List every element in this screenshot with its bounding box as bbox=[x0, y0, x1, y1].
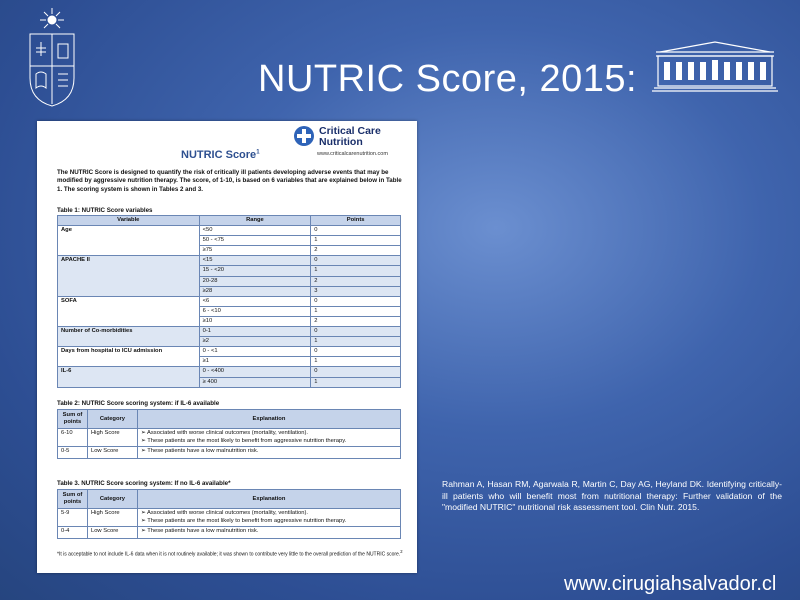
nutric-score-document bbox=[37, 121, 417, 573]
points-cell: 0 bbox=[311, 256, 401, 266]
ccn-url: www.criticalcarenutrition.com bbox=[317, 151, 388, 157]
arrow-bullet-icon: ➢ bbox=[140, 528, 148, 535]
explanation-cell bbox=[137, 509, 400, 527]
points-cell: 1 bbox=[311, 377, 401, 387]
arrow-bullet-icon: ➢ bbox=[140, 430, 148, 436]
explanation-cell bbox=[137, 447, 400, 459]
table-row bbox=[58, 347, 401, 357]
table-row bbox=[58, 327, 401, 337]
arrow-bullet-icon: ➢ bbox=[140, 448, 148, 455]
points-cell: 2 bbox=[311, 246, 401, 256]
range-cell: <6 bbox=[199, 296, 311, 306]
points-cell: 1 bbox=[311, 357, 401, 367]
critical-care-nutrition-logo bbox=[293, 125, 411, 165]
points-cell: 1 bbox=[311, 306, 401, 316]
ccn-mark-icon bbox=[293, 125, 315, 147]
scoring-table-without-il6 bbox=[57, 489, 401, 539]
column-header: Explanation bbox=[137, 490, 400, 509]
table-row bbox=[58, 296, 401, 306]
points-cell: 0 bbox=[311, 367, 401, 377]
scoring-table-with-il6 bbox=[57, 409, 401, 459]
range-cell: 15 - <20 bbox=[199, 266, 311, 276]
points-cell: 0 bbox=[311, 226, 401, 236]
points-cell: 0 bbox=[311, 327, 401, 337]
range-cell: ≥1 bbox=[199, 357, 311, 367]
category-cell: High Score bbox=[87, 429, 137, 447]
range-cell: ≥2 bbox=[199, 337, 311, 347]
column-header: Category bbox=[87, 490, 137, 509]
explanation-bullet bbox=[141, 518, 397, 526]
table1-caption: Table 1: NUTRIC Score variables bbox=[57, 207, 153, 214]
arrow-bullet-icon: ➢ bbox=[140, 517, 148, 524]
column-header: Range bbox=[199, 216, 311, 226]
variable-cell: Number of Co-morbidities bbox=[58, 327, 200, 347]
explanation-text: These patients have a low malnutrition risk. bbox=[147, 448, 259, 455]
points-cell: 2 bbox=[311, 316, 401, 326]
explanation-bullet bbox=[141, 528, 397, 536]
range-cell: 0 - <1 bbox=[199, 347, 311, 357]
points-cell: 2 bbox=[311, 276, 401, 286]
points-cell: 0 bbox=[311, 296, 401, 306]
explanation-text: These patients are the most likely to benefit from aggressive nutrition therapy. bbox=[147, 437, 347, 444]
explanation-text: Associated with worse clinical outcomes (mortality, ventilation). bbox=[147, 430, 309, 436]
university-crest-logo bbox=[24, 8, 80, 108]
sum-cell: 6-10 bbox=[58, 429, 88, 447]
arrow-bullet-icon: ➢ bbox=[140, 510, 148, 516]
column-header: Explanation bbox=[137, 410, 400, 429]
explanation-bullet bbox=[141, 430, 397, 438]
range-cell: ≥10 bbox=[199, 316, 311, 326]
range-cell: ≥75 bbox=[199, 246, 311, 256]
explanation-text: These patients are the most likely to benefit from aggressive nutrition therapy. bbox=[147, 517, 347, 524]
points-cell: 1 bbox=[311, 236, 401, 246]
slide-title: NUTRIC Score, 2015: bbox=[258, 58, 638, 100]
range-cell: 0-1 bbox=[199, 327, 311, 337]
category-cell: High Score bbox=[87, 509, 137, 527]
range-cell: 6 - <10 bbox=[199, 306, 311, 316]
range-cell: <50 bbox=[199, 226, 311, 236]
range-cell: 50 - <75 bbox=[199, 236, 311, 246]
variable-cell: IL-6 bbox=[58, 367, 200, 387]
column-header: Variable bbox=[58, 216, 200, 226]
table3-caption: Table 3. NUTRIC Score scoring system: If no IL-6 available* bbox=[57, 480, 231, 487]
table-row bbox=[58, 447, 401, 459]
variable-cell: Days from hospital to ICU admission bbox=[58, 347, 200, 367]
explanation-bullet bbox=[141, 448, 397, 456]
explanation-text: These patients have a low malnutrition risk. bbox=[147, 528, 259, 535]
nutric-variables-table bbox=[57, 215, 401, 388]
table-row bbox=[58, 509, 401, 527]
range-cell: ≥ 400 bbox=[199, 377, 311, 387]
table-row bbox=[58, 429, 401, 447]
explanation-cell bbox=[137, 527, 400, 539]
explanation-cell bbox=[137, 429, 400, 447]
points-cell: 0 bbox=[311, 347, 401, 357]
sum-cell: 0-5 bbox=[58, 447, 88, 459]
points-cell: 1 bbox=[311, 266, 401, 276]
intro-paragraph: The NUTRIC Score is designed to quantify the risk of critically ill patients developing adverse events that may be modified by aggressive nutrition therapy. The score, of 1-10, is based on 6 variables that are explained below in Table 1. The scoring system is shown in Tables 2 and 3. bbox=[57, 169, 402, 193]
category-cell: Low Score bbox=[87, 447, 137, 459]
range-cell: <15 bbox=[199, 256, 311, 266]
reference-citation: Rahman A, Hasan RM, Agarwala R, Martin C, Day AG, Heyland DK. Identifying critically-ill patients who will benefit most from nutritional therapy: Further validation of the "modified NUTRIC" nutritional risk assessment tool. Clin Nutr. 2015. bbox=[442, 479, 782, 513]
sum-cell: 5-9 bbox=[58, 509, 88, 527]
arrow-bullet-icon: ➢ bbox=[140, 437, 148, 444]
column-header: Category bbox=[87, 410, 137, 429]
footnote: *It is acceptable to not include IL-6 data when it is not routinely available; it was shown to contribute very little to the overall prediction of the NUTRIC score.$^2$ bbox=[57, 549, 403, 558]
variable-cell: APACHE II bbox=[58, 256, 200, 296]
column-header: Points bbox=[311, 216, 401, 226]
website-url: www.cirugiahsalvador.cl bbox=[564, 573, 777, 595]
document-heading: NUTRIC Score$^1$ bbox=[181, 149, 260, 161]
explanation-bullet bbox=[141, 510, 397, 518]
explanation-bullet bbox=[141, 438, 397, 446]
range-cell: 20-28 bbox=[199, 276, 311, 286]
table2-caption: Table 2: NUTRIC Score scoring system: if IL-6 available bbox=[57, 400, 220, 407]
range-cell: ≥28 bbox=[199, 286, 311, 296]
column-header: Sum of points bbox=[58, 490, 88, 509]
column-header: Sum of points bbox=[58, 410, 88, 429]
variable-cell: SOFA bbox=[58, 296, 200, 326]
variable-cell: Age bbox=[58, 226, 200, 256]
ccn-name: Critical Care Nutrition bbox=[319, 125, 381, 148]
table-row bbox=[58, 367, 401, 377]
building-logo bbox=[652, 38, 778, 92]
explanation-text: Associated with worse clinical outcomes (mortality, ventilation). bbox=[147, 510, 309, 516]
points-cell: 1 bbox=[311, 337, 401, 347]
range-cell: 0 - <400 bbox=[199, 367, 311, 377]
sum-cell: 0-4 bbox=[58, 527, 88, 539]
points-cell: 3 bbox=[311, 286, 401, 296]
table-row bbox=[58, 527, 401, 539]
category-cell: Low Score bbox=[87, 527, 137, 539]
table-row bbox=[58, 256, 401, 266]
table-row bbox=[58, 226, 401, 236]
